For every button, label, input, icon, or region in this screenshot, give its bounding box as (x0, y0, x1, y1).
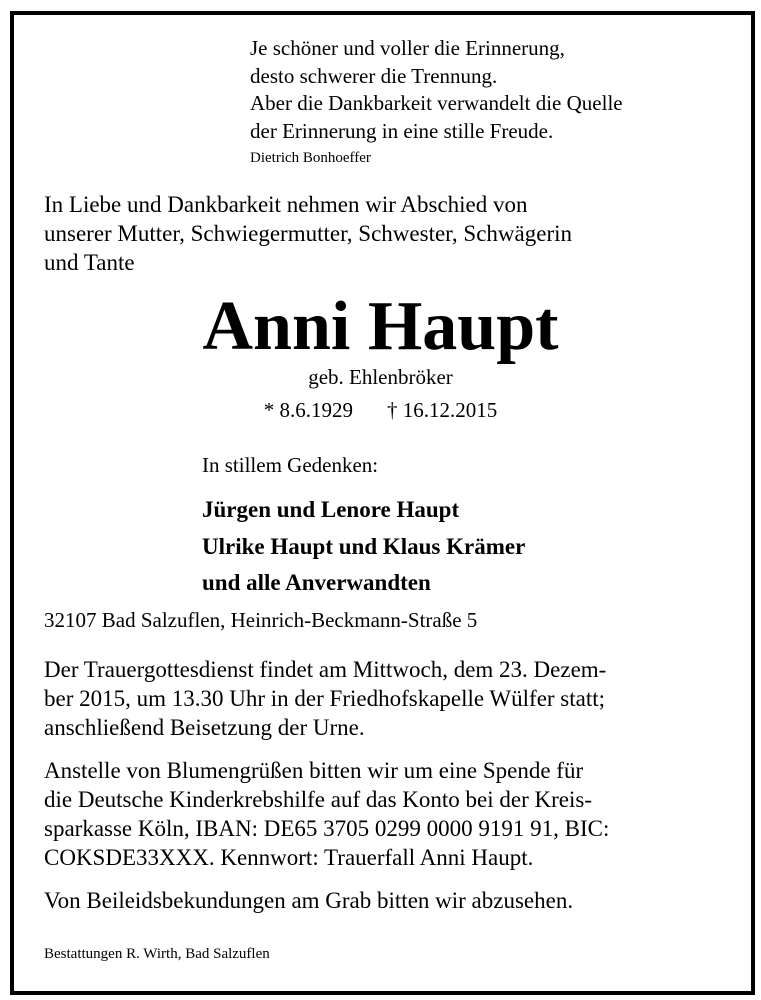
service-line: anschließend Beisetzung der Urne. (44, 715, 365, 740)
donation-line: Anstelle von Blumengrüßen bitten wir um eine Spende für (44, 758, 584, 783)
quote-author: Dietrich Bonhoeffer (250, 150, 371, 166)
donation-line: sparkasse Köln, IBAN: DE65 3705 0299 0000 9191 91, BIC: (44, 816, 610, 841)
birth-date: * 8.6.1929 (263, 398, 353, 422)
mourner-line: und alle Anverwandten (202, 570, 431, 595)
intro-line: unserer Mutter, Schwiegermutter, Schwester, Schwägerin (44, 221, 572, 246)
maiden-name: geb. Ehlenbröker (308, 365, 453, 389)
donation-line: COKSDE33XXX. Kennwort: Trauerfall Anni Haupt. (44, 845, 534, 870)
quote-line: desto schwerer die Trennung. (250, 63, 498, 88)
bonhoeffer-quote (250, 35, 623, 169)
mourners-list (202, 492, 525, 602)
memory-label: In stillem Gedenken: (202, 453, 379, 477)
service-line: ber 2015, um 13.30 Uhr in der Friedhofskapelle Wülfer statt; (44, 686, 606, 711)
quote-line: Aber die Dankbarkeit verwandelt die Quelle (250, 91, 623, 115)
death-date: † 16.12.2015 (387, 398, 498, 422)
service-line: Der Trauergottesdienst findet am Mittwoch, dem 23. Dezem- (44, 657, 607, 682)
intro-line: und Tante (44, 250, 135, 275)
condolence-note: Von Beileidsbekundungen am Grab bitten wir abzusehen. (44, 888, 574, 913)
family-address: 32107 Bad Salzuflen, Heinrich-Beckmann-Straße 5 (44, 608, 478, 632)
funeral-service-text (44, 655, 724, 742)
undertaker-credit: Bestattungen R. Wirth, Bad Salzuflen (44, 946, 270, 962)
life-dates (0, 396, 761, 424)
donation-line: die Deutsche Kinderkrebshilfe auf das Konto bei der Kreis- (44, 787, 592, 812)
intro-text (44, 190, 724, 277)
mourner-line: Jürgen und Lenore Haupt (202, 497, 460, 522)
donation-text (44, 756, 724, 872)
intro-line: In Liebe und Dankbarkeit nehmen wir Abschied von (44, 192, 528, 217)
quote-line: der Erinnerung in eine stille Freude. (250, 118, 554, 143)
mourner-line: Ulrike Haupt und Klaus Krämer (202, 533, 526, 559)
deceased-name: Anni Haupt (202, 288, 559, 365)
quote-line: Je schöner und voller die Erinnerung, (250, 36, 565, 60)
